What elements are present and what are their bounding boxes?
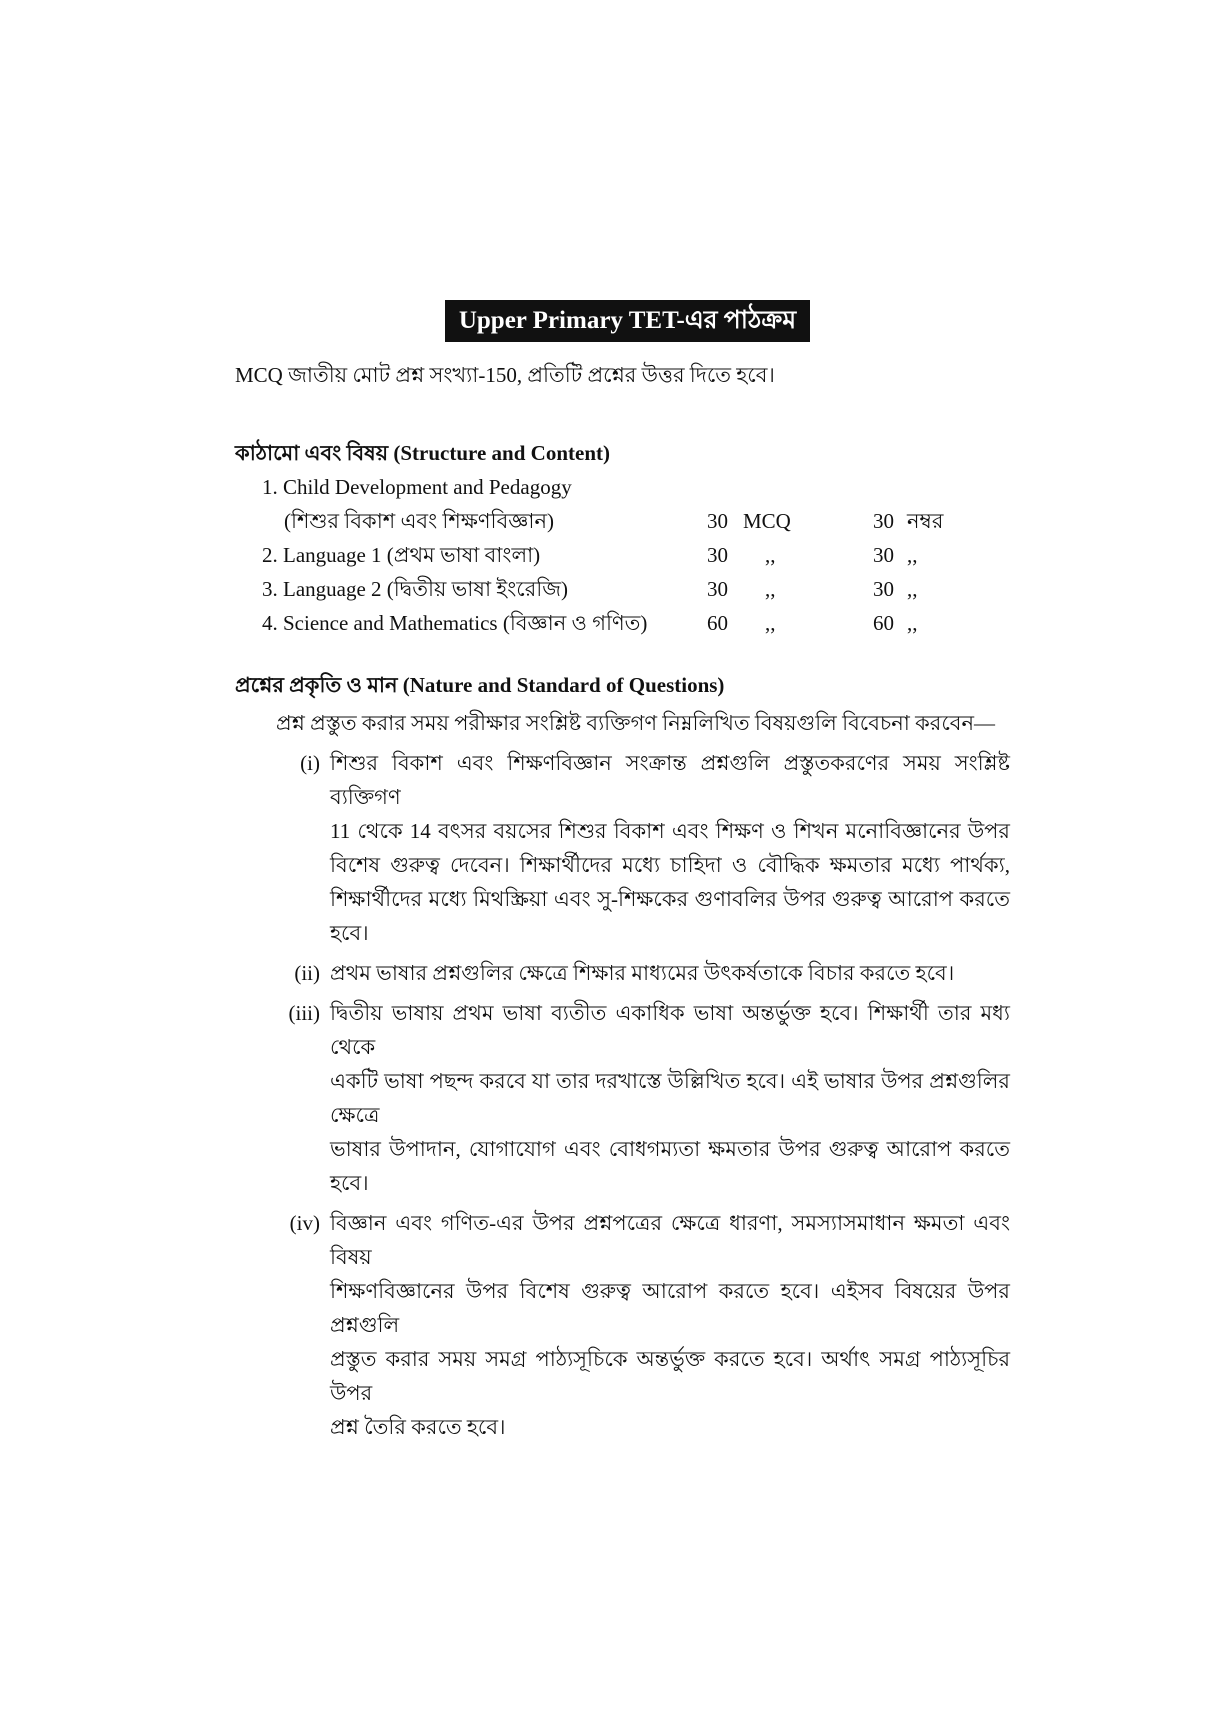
item-marks-unit: ,, bbox=[907, 611, 918, 635]
point-line: শিক্ষণবিজ্ঞানের উপর বিশেষ গুরুত্ব আরোপ করতে হবে। এইসব বিষয়ের উপর প্রশ্নগুলি bbox=[330, 1279, 1010, 1337]
point-item bbox=[235, 996, 1010, 1200]
item-mcq-unit: ,, bbox=[765, 577, 776, 601]
item-mcq-unit: MCQ bbox=[743, 509, 791, 533]
empty-cell bbox=[707, 470, 743, 504]
point-line: বিজ্ঞান এবং গণিত-এর উপর প্রশ্নপত্রের ক্ষেত্রে ধারণা, সমস্যাসমাধান ক্ষমতা এবং বিষয় bbox=[330, 1211, 1010, 1269]
point-line: প্রথম ভাষার প্রশ্নগুলির ক্ষেত্রে শিক্ষার মাধ্যমের উৎকর্ষতাকে বিচার করতে হবে। bbox=[330, 961, 955, 985]
item-marks: 30 bbox=[873, 509, 894, 533]
item-mcq: 30 bbox=[707, 577, 728, 601]
point-line: 11 থেকে 14 বৎসর বয়সের শিশুর বিকাশ এবং শিক্ষণ ও শিখন মনোবিজ্ঞানের উপর bbox=[330, 819, 1010, 843]
item-label: 3. Language 2 (দ্বিতীয় ভাষা ইংরেজি) bbox=[262, 577, 569, 601]
item-mcq-unit: ,, bbox=[765, 543, 776, 567]
intro-text: MCQ জাতীয় মোট প্রশ্ন সংখ্যা-150, প্রতিটি প্রশ্নের উত্তর দিতে হবে। bbox=[235, 363, 775, 387]
point-label: (i) bbox=[300, 751, 320, 775]
point-line: প্রশ্ন তৈরি করতে হবে। bbox=[330, 1415, 506, 1439]
point-item bbox=[235, 956, 1010, 990]
item-marks: 60 bbox=[873, 611, 894, 635]
empty-cell bbox=[743, 470, 873, 504]
point-label: (ii) bbox=[294, 961, 320, 985]
point-line: শিশুর বিকাশ এবং শিক্ষণবিজ্ঞান সংক্রান্ত প্রশ্নগুলি প্রস্তুতকরণের সময় সংশ্লিষ্ট ব্যক্তিগণ bbox=[330, 751, 1010, 809]
item-label: 4. Science and Mathematics (বিজ্ঞান ও গণিত) bbox=[262, 611, 648, 635]
point-line: বিশেষ গুরুত্ব দেবেন। শিক্ষার্থীদের মধ্যে চাহিদা ও বৌদ্ধিক ক্ষমতার মধ্যে পার্থক্য, bbox=[330, 853, 1010, 877]
item-marks: 30 bbox=[873, 543, 894, 567]
document-page bbox=[235, 300, 1010, 1444]
nature-points bbox=[235, 746, 1010, 1444]
empty-cell bbox=[873, 470, 907, 504]
item-label: 1. Child Development and Pedagogy bbox=[262, 475, 572, 499]
item-mcq: 60 bbox=[707, 611, 728, 635]
point-body bbox=[330, 1206, 1010, 1444]
item-mcq-unit: ,, bbox=[765, 611, 776, 635]
structure-heading: কাঠামো এবং বিষয় (Structure and Content) bbox=[235, 441, 610, 465]
item-marks-unit: নম্বর bbox=[907, 509, 944, 533]
empty-cell bbox=[907, 470, 1010, 504]
item-marks-unit: ,, bbox=[907, 577, 918, 601]
point-label: (iii) bbox=[288, 1001, 320, 1025]
title-wrapper bbox=[235, 300, 1010, 342]
point-item bbox=[235, 746, 1010, 950]
point-line: একটি ভাষা পছন্দ করবে যা তার দরখাস্তে উল্লিখিত হবে। এই ভাষার উপর প্রশ্নগুলির ক্ষেত্রে bbox=[330, 1069, 1010, 1127]
item-mcq: 30 bbox=[707, 509, 728, 533]
structure-table bbox=[262, 470, 1010, 640]
nature-heading: প্রশ্নের প্রকৃতি ও মান (Nature and Standard of Questions) bbox=[235, 673, 725, 697]
point-line: প্রস্তুত করার সময় সমগ্র পাঠ্যসূচিকে অন্তর্ভুক্ত করতে হবে। অর্থাৎ সমগ্র পাঠ্যসূচির উপর bbox=[330, 1347, 1010, 1405]
page-title: Upper Primary TET-এর পাঠক্রম bbox=[445, 300, 810, 342]
nature-intro: প্রশ্ন প্রস্তুত করার সময় পরীক্ষার সংশ্লিষ্ট ব্যক্তিগণ নিম্নলিখিত বিষয়গুলি বিবেচনা করবেন— bbox=[276, 711, 996, 735]
point-line: শিক্ষার্থীদের মধ্যে মিথস্ক্রিয়া এবং সু-শিক্ষকের গুণাবলির উপর গুরুত্ব আরোপ করতে হবে। bbox=[330, 887, 1010, 945]
point-item bbox=[235, 1206, 1010, 1444]
item-label: 2. Language 1 (প্রথম ভাষা বাংলা) bbox=[262, 543, 541, 567]
item-marks-unit: ,, bbox=[907, 543, 918, 567]
item-sub: (শিশুর বিকাশ এবং শিক্ষণবিজ্ঞান) bbox=[284, 509, 554, 533]
point-body bbox=[330, 746, 1010, 950]
point-body bbox=[330, 996, 1010, 1200]
point-label: (iv) bbox=[289, 1211, 320, 1235]
point-line: ভাষার উপাদান, যোগাযোগ এবং বোধগম্যতা ক্ষমতার উপর গুরুত্ব আরোপ করতে হবে। bbox=[330, 1137, 1010, 1195]
point-body bbox=[330, 956, 1010, 990]
point-line: দ্বিতীয় ভাষায় প্রথম ভাষা ব্যতীত একাধিক ভাষা অন্তর্ভুক্ত হবে। শিক্ষার্থী তার মধ্য থেকে bbox=[330, 1001, 1010, 1059]
item-mcq: 30 bbox=[707, 543, 728, 567]
item-marks: 30 bbox=[873, 577, 894, 601]
